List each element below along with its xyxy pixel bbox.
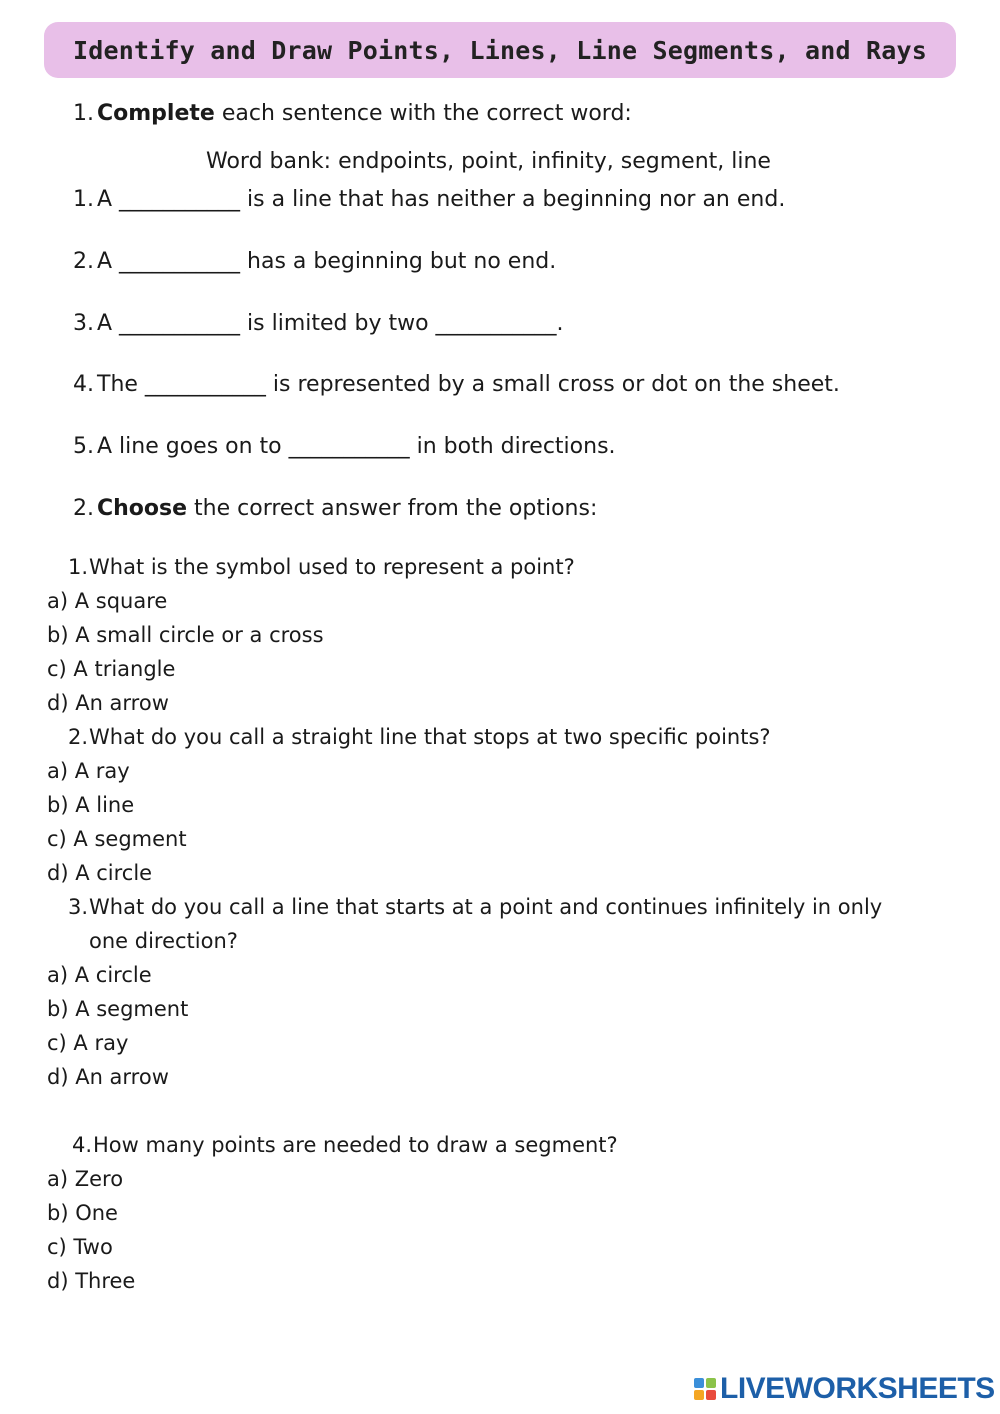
option: b) A segment: [47, 997, 189, 1021]
option: a) A square: [47, 589, 168, 613]
sentence-number: 5.: [73, 434, 94, 459]
sentence-5: [72, 432, 616, 462]
option: b) A line: [47, 793, 135, 817]
section2-number: 2.: [73, 496, 94, 521]
option: a) A ray: [47, 759, 130, 783]
liveworksheets-logo[interactable]: [694, 1372, 995, 1406]
option: c) A triangle: [47, 657, 176, 681]
option: a) Zero: [47, 1167, 124, 1191]
question-number: 2.: [68, 725, 89, 749]
option: d) An arrow: [47, 691, 169, 715]
sentence-text: A ___________ is a line that has neither a beginning nor an end.: [97, 187, 786, 212]
question-number: 1.: [68, 555, 89, 579]
option: b) A small circle or a cross: [47, 623, 324, 647]
option: c) A ray: [47, 1031, 129, 1055]
page-title: Identify and Draw Points, Lines, Line Segments, and Rays: [72, 35, 928, 65]
question-text-continued: one direction?: [89, 929, 238, 953]
logo-text: LIVEWORKSHEETS: [720, 1372, 995, 1405]
question-4: [72, 1130, 618, 1160]
section2-instruction: the correct answer from the options:: [187, 496, 598, 521]
section2-heading: [72, 494, 597, 524]
sentence-number: 3.: [73, 311, 94, 336]
sentence-1: [72, 185, 785, 215]
option: b) One: [47, 1201, 118, 1225]
question-text: What do you call a straight line that stops at two specific points?: [89, 725, 771, 749]
section1-bold: Complete: [97, 101, 215, 126]
option: c) Two: [47, 1235, 113, 1259]
logo-grid-icon: [694, 1378, 716, 1400]
sentence-4: [72, 370, 840, 400]
section1-number: 1.: [73, 101, 94, 126]
sentence-text: A line goes on to ___________ in both directions.: [97, 434, 616, 459]
title-banner: [44, 22, 956, 78]
question-3: [68, 892, 882, 922]
question-text: What is the symbol used to represent a point?: [89, 555, 575, 579]
section1-heading: [72, 99, 632, 129]
question-number: 3.: [68, 895, 89, 919]
sentence-3: [72, 309, 564, 339]
sentence-number: 4.: [73, 372, 94, 397]
section1-instruction: each sentence with the correct word:: [214, 101, 632, 126]
sentence-2: [72, 247, 556, 277]
option: c) A segment: [47, 827, 187, 851]
sentence-text: A ___________ has a beginning but no end.: [97, 249, 557, 274]
sentence-number: 1.: [73, 187, 94, 212]
question-1: [68, 552, 575, 582]
option: d) A circle: [47, 861, 153, 885]
sentence-text: A ___________ is limited by two ___________.: [97, 311, 564, 336]
section2-bold: Choose: [97, 496, 188, 521]
question-number: 4.: [72, 1133, 93, 1157]
question-text: How many points are needed to draw a segment?: [93, 1133, 618, 1157]
sentence-number: 2.: [73, 249, 94, 274]
question-2: [68, 722, 771, 752]
question-text: What do you call a line that starts at a point and continues infinitely in only: [89, 895, 883, 919]
option: a) A circle: [47, 963, 152, 987]
option: d) Three: [47, 1269, 136, 1293]
sentence-text: The ___________ is represented by a small cross or dot on the sheet.: [97, 372, 840, 397]
word-bank: Word bank: endpoints, point, infinity, segment, line: [206, 149, 771, 174]
option: d) An arrow: [47, 1065, 169, 1089]
